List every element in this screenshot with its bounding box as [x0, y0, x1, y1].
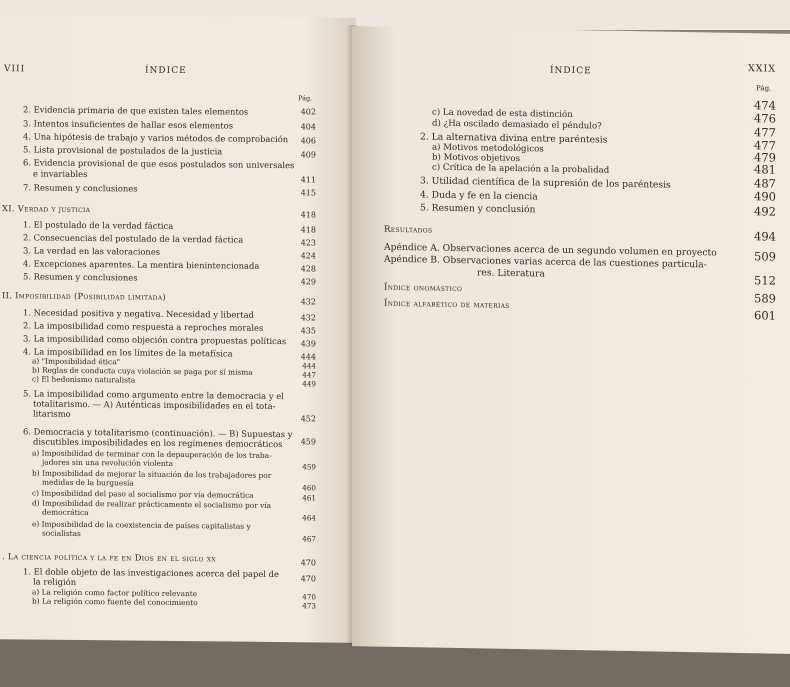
toc-page: 474 [754, 98, 776, 113]
toc-page: 439 [300, 339, 316, 349]
toc-page: 409 [300, 150, 316, 160]
toc-subentry: socialistas [42, 528, 81, 538]
toc-page: 509 [754, 249, 776, 264]
toc-entry: 3. Utilidad científica de la supresión de los paréntesis [420, 175, 671, 191]
toc-subentry: c) La novedad de esta distinción [432, 107, 573, 121]
toc-page: 470 [302, 592, 316, 602]
toc-entry: 2. Consecuencias del postulado de la verdad fáctica [23, 232, 244, 245]
toc-appendix: res. Literatura [477, 267, 545, 280]
toc-page: 452 [300, 414, 316, 424]
right-running-head: ÍNDICE [550, 65, 592, 77]
toc-subentry: jadores sin una revolución violenta [42, 457, 174, 468]
toc-page: 406 [300, 136, 316, 146]
toc-section: Resultados [384, 224, 433, 236]
toc-page: 601 [754, 308, 776, 323]
toc-subentry: d) Imposibilidad de realizar prácticamente el socialismo por vía [32, 498, 272, 510]
toc-page: 459 [302, 462, 316, 472]
toc-entry: 1. Necesidad positiva y negativa. Necesidad y libertad [23, 307, 255, 320]
toc-page: 464 [302, 513, 316, 523]
toc-page: 432 [300, 297, 316, 307]
toc-entry: 1. El postulado de la verdad fáctica [23, 219, 174, 231]
toc-entry: 4. Duda y fe en la ciencia [420, 189, 538, 203]
toc-entry: litarismo [33, 408, 71, 419]
left-pag-label: Pág. [298, 94, 313, 103]
left-page [0, 14, 356, 643]
toc-entry: 1. El doble objeto de las investigaciones acerca del papel de [23, 566, 279, 580]
left-page-number: VIII [4, 64, 26, 75]
toc-entry: 6. Democracia y totalitarismo (continuación). — B) Supuestas y [23, 426, 293, 440]
toc-entry: 5. Lista provisional de postulados de la justicia [23, 144, 223, 157]
toc-page: 477 [754, 125, 776, 140]
toc-page: 404 [300, 122, 316, 132]
toc-page: 492 [754, 204, 776, 219]
toc-subentry: a) La religión como factor político relevante [32, 587, 198, 599]
toc-subentry: c) Crítica de la apelación a la probalidad [432, 162, 610, 176]
toc-page: 429 [300, 277, 316, 287]
toc-entry: discutibles imposibilidades en los regímenes democráticos [33, 436, 283, 450]
toc-entry: 3. Intentos insuficientes de hallar esos elementos [23, 118, 234, 131]
toc-page: 449 [302, 379, 316, 389]
toc-entry: 5. La imposibilidad como argumento entre la democracia y el [23, 388, 284, 402]
toc-subentry: a) Imposibilidad de terminar con la depauperación de los traba- [32, 448, 272, 460]
toc-page: 479 [754, 150, 776, 165]
toc-page: 418 [300, 225, 316, 235]
toc-page: 494 [754, 229, 776, 244]
toc-subentry: c) El hedonismo naturalista [32, 374, 136, 385]
toc-entry: e invariables [33, 168, 88, 180]
left-running-head: ÍNDICE [145, 65, 187, 77]
toc-subentry: b) Motivos objetivos [432, 152, 520, 165]
toc-page: 415 [300, 188, 316, 198]
toc-entry: 2. La alternativa divina entre paréntesis [420, 131, 608, 146]
toc-appendix: Apéndice B. Observaciones varias acerca de las cuestiones particula- [384, 253, 707, 271]
toc-entry: 3. La imposibilidad como objeción contra propuestas políticas [23, 333, 287, 347]
toc-page: 473 [302, 601, 316, 611]
toc-subentry: b) Reglas de conducta cuya violación se paga por sí misma [32, 365, 253, 377]
toc-page: 490 [754, 189, 776, 204]
toc-page: 512 [754, 273, 776, 288]
toc-subentry: a) Motivos metodológicos [432, 142, 544, 155]
toc-page: 467 [302, 534, 316, 544]
toc-subentry: b) La religión como fuente del conocimiento [32, 596, 198, 608]
toc-entry: 4. Excepciones aparentes. La mentira bienintencionada [23, 258, 260, 271]
toc-section: Índice alfabético de materias [384, 298, 510, 311]
toc-page: 423 [300, 238, 316, 248]
toc-page: 481 [754, 162, 776, 177]
right-page-number: XXIX [748, 63, 777, 75]
toc-page: 477 [754, 138, 776, 153]
toc-page: 447 [302, 370, 316, 380]
toc-page: 459 [300, 437, 316, 447]
toc-page: 461 [302, 493, 316, 503]
toc-entry: 3. La verdad en las valoraciones [23, 245, 161, 257]
toc-subentry: e) Imposibilidad de la coexistencia de países capitalistas y [32, 519, 251, 531]
toc-page: 402 [300, 107, 316, 117]
toc-subentry: a) "Imposibilidad ética" [32, 356, 120, 367]
toc-entry: 2. La imposibilidad como respuesta a reproches morales [23, 320, 264, 333]
toc-entry: la religión [33, 576, 77, 587]
toc-entry: totalitarismo. — A) Auténticas imposibilidades en el tota- [33, 398, 276, 412]
toc-page: 487 [754, 176, 776, 191]
toc-entry: 6. Evidencia provisional de que esos postulados son universales [23, 157, 295, 171]
toc-page: 444 [302, 361, 316, 371]
toc-page: 470 [300, 574, 316, 584]
toc-entry: 4. Una hipótesis de trabajo y varios métodos de comprobación [23, 131, 289, 145]
right-page [352, 26, 790, 654]
toc-subentry: democrática [42, 507, 89, 518]
toc-section: Índice onomástico [384, 282, 463, 295]
toc-subentry: d) ¿Ha oscilado demasiado el péndulo? [432, 118, 602, 132]
toc-entry: 2. Evidencia primaria de que existen tales elementos [23, 104, 249, 117]
toc-page: 418 [300, 210, 316, 220]
toc-page: 424 [300, 251, 316, 261]
toc-page: 444 [300, 352, 316, 362]
toc-entry: 7. Resumen y conclusiones [23, 182, 138, 194]
toc-entry: 5. Resumen y conclusiones [23, 271, 138, 283]
toc-entry: 5. Resumen y conclusión [420, 202, 536, 216]
toc-subentry: medidas de la burguesía [42, 477, 134, 488]
toc-chapter: . La ciencia política y la fe en Dios en el siglo xx [2, 551, 216, 564]
toc-chapter: XI. Verdad y justicia [2, 203, 91, 215]
toc-subentry: c) Imposibilidad del paso al socialismo por vía democrática [32, 488, 254, 500]
right-pag-label: Pág. [756, 84, 772, 93]
toc-page: 470 [300, 558, 316, 568]
toc-appendix: Apéndice A. Observaciones acerca de un segundo volumen en proyecto [384, 241, 717, 259]
toc-page: 476 [754, 111, 776, 126]
toc-subentry: b) Imposibilidad de mejorar la situación de los trabajadores por [32, 468, 272, 480]
toc-chapter: II. Imposibilidad (Posibilidad limitada) [2, 290, 166, 302]
toc-page: 460 [302, 483, 316, 493]
toc-page: 432 [300, 313, 316, 323]
toc-page: 435 [300, 326, 316, 336]
toc-page: 589 [754, 291, 776, 306]
toc-page: 428 [300, 264, 316, 274]
toc-entry: 4. La imposibilidad en los límites de la metafísica [23, 346, 233, 359]
toc-page: 411 [300, 175, 316, 185]
